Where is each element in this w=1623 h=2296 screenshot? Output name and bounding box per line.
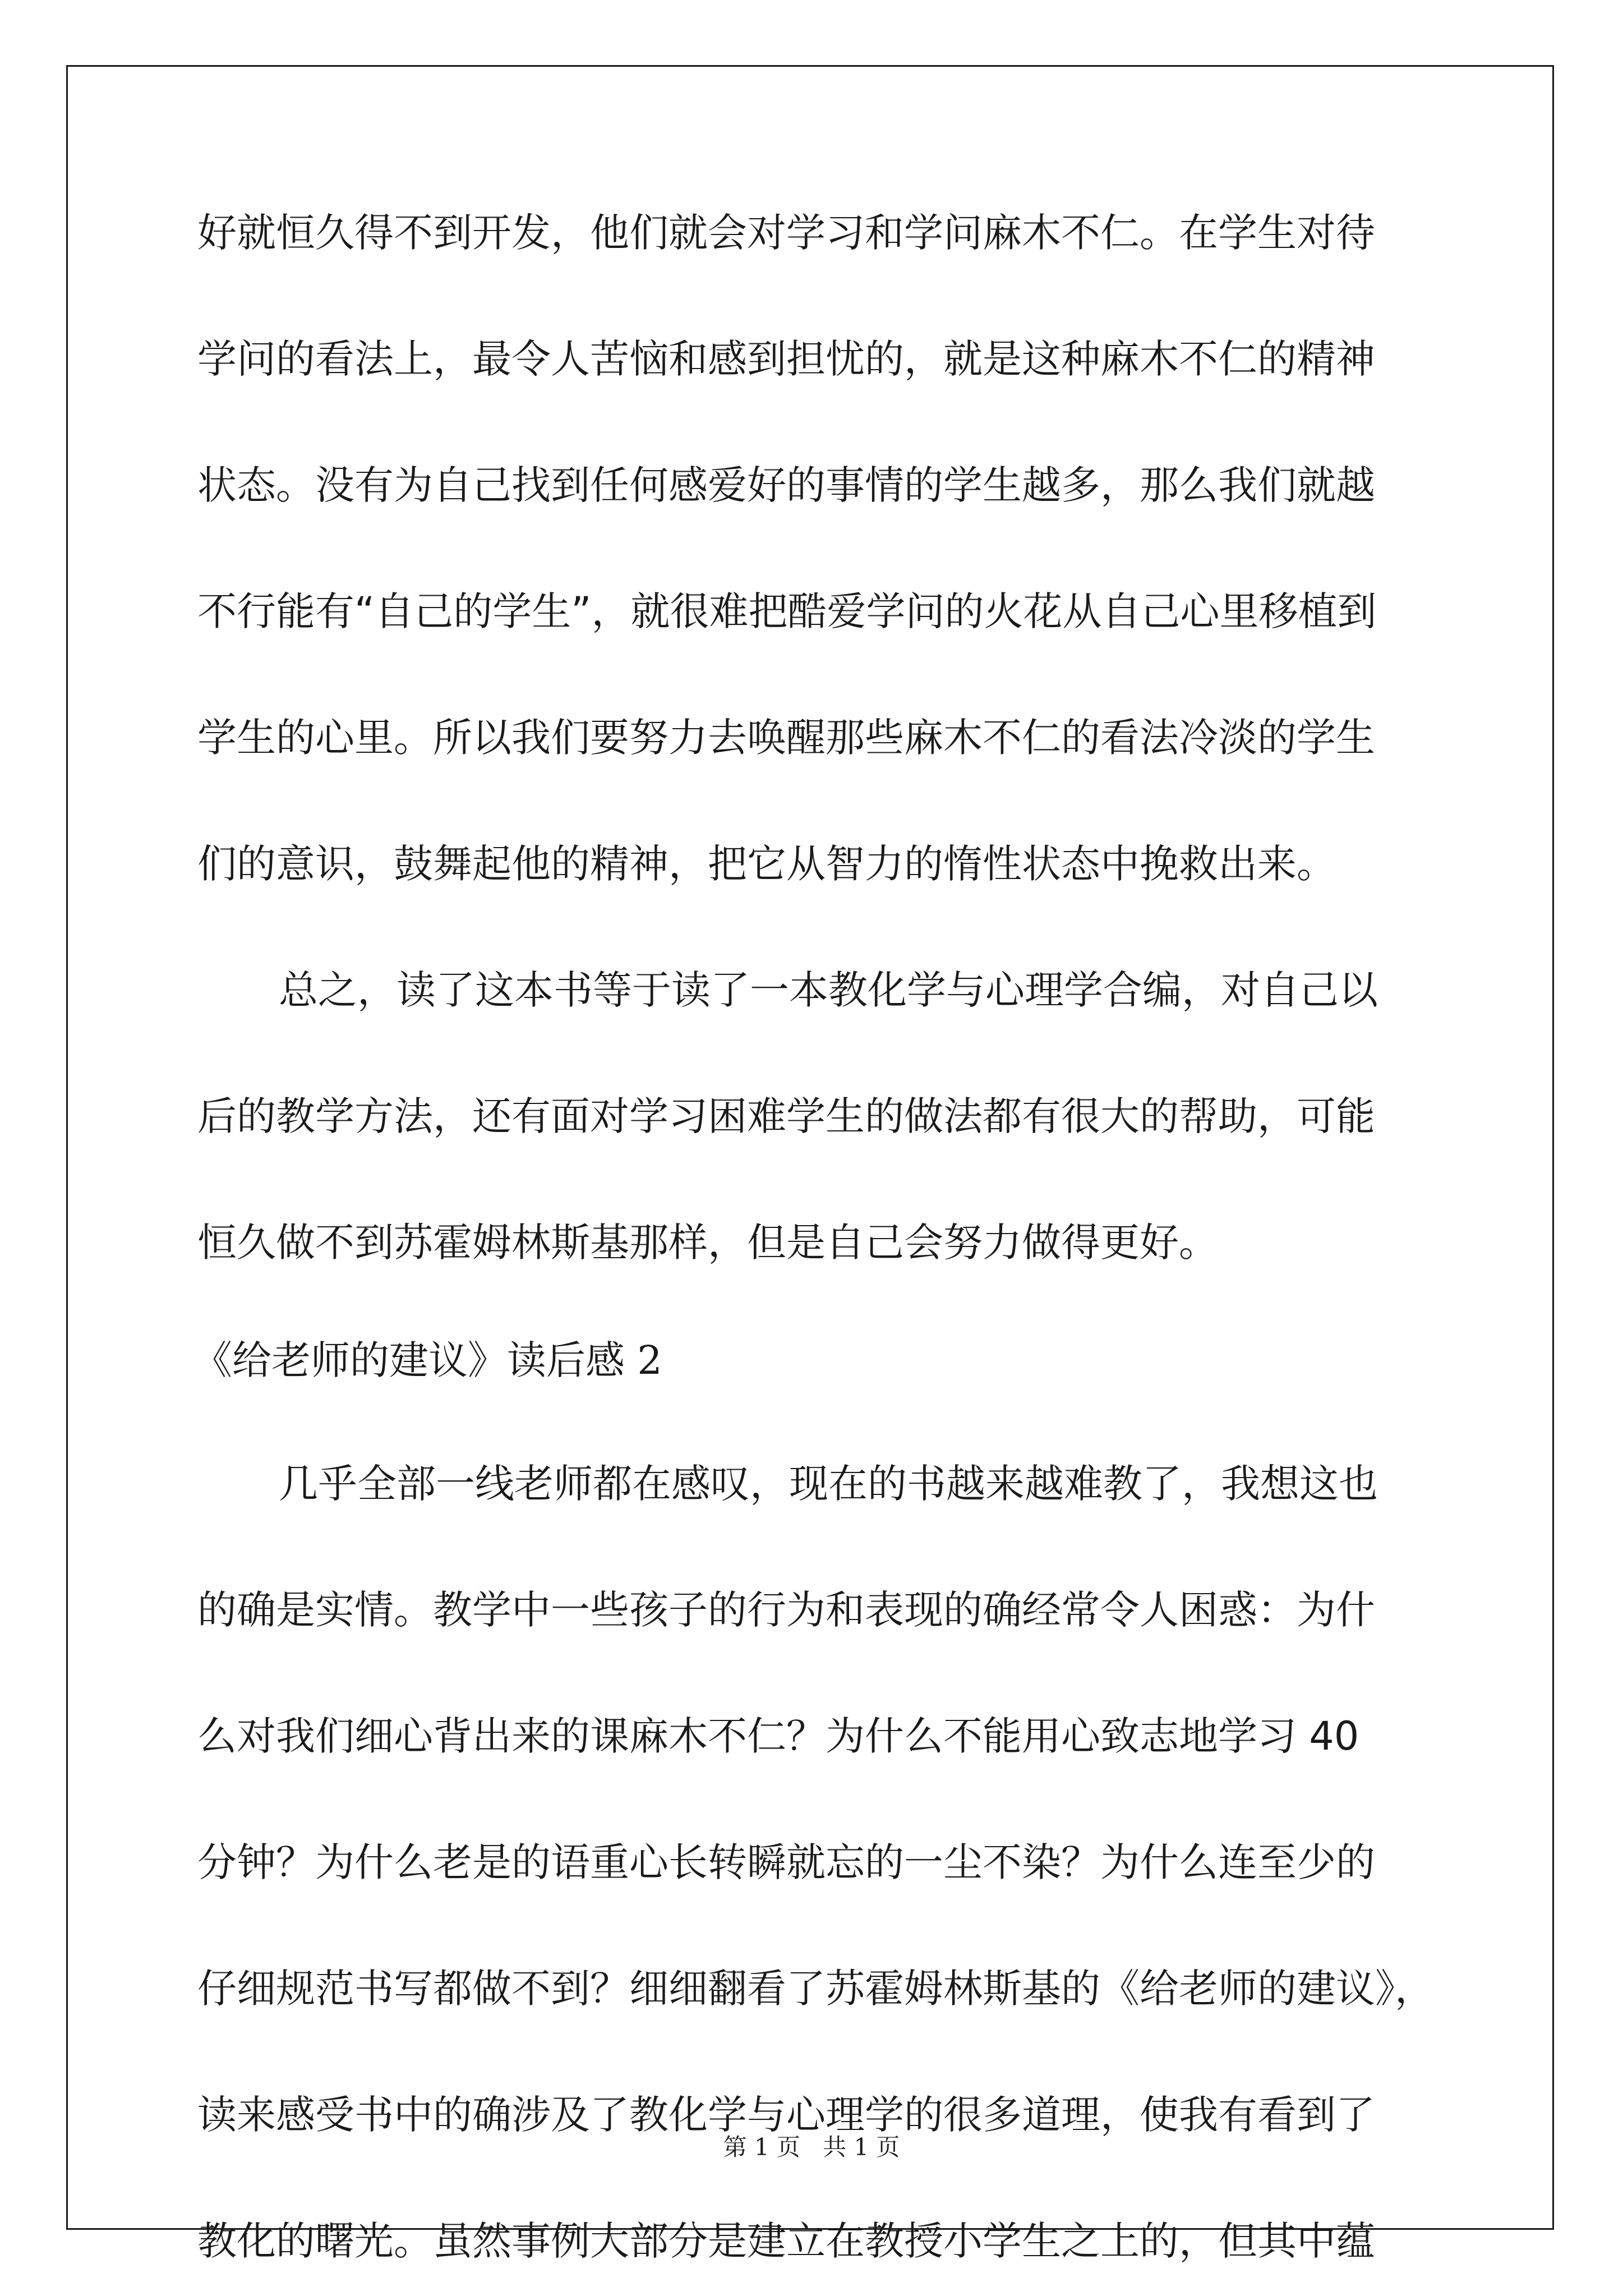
text-line: 读来感受书中的确涉及了教化学与心理学的很多道理，使我有看到了 — [197, 2092, 1375, 2138]
text-line: 状态。没有为自己找到任何感爱好的事情的学生越多，那么我们就越 — [197, 462, 1375, 508]
text-line: 们的意识，鼓舞起他的精神，把它从智力的惰性状态中挽救出来。 — [197, 841, 1336, 887]
page-total: 共 1 页 — [823, 2133, 900, 2161]
text-line: 学问的看法上，最令人苦恼和感到担忧的，就是这种麻木不仁的精神 — [197, 336, 1375, 382]
page-border — [66, 65, 1554, 2230]
text-line: 分钟？为什么老是的语重心长转瞬就忘的一尘不染？为什么连至少的 — [197, 1839, 1375, 1885]
page-footer — [0, 2129, 1623, 2162]
text-line: 不行能有“自己的学生”，就很难把酷爱学问的火花从自己心里移植到 — [197, 588, 1377, 634]
text-line: 的确是实情。教学中一些孩子的行为和表现的确经常令人困惑：为什 — [197, 1587, 1375, 1633]
text-line: 总之，读了这本书等于读了一本教化学与心理学合编，对自己以 — [279, 967, 1378, 1013]
text-line: 后的教学方法，还有面对学习困难学生的做法都有很大的帮助，可能 — [197, 1093, 1375, 1139]
text-line: 仔细规范书写都做不到？细细翻看了苏霍姆林斯基的《给老师的建议》， — [197, 1966, 1434, 2012]
text-line: 几乎全部一线老师都在感叹，现在的书越来越难教了，我想这也 — [279, 1461, 1378, 1507]
page-number: 第 1 页 — [723, 2133, 800, 2161]
text-line: 恒久做不到苏霍姆林斯基那样，但是自己会努力做得更好。 — [197, 1220, 1218, 1266]
text-line: 么对我们细心背出来的课麻木不仁？为什么不能用心致志地学习 40 — [197, 1713, 1359, 1759]
section-heading: 《给老师的建议》读后感 2 — [193, 1337, 662, 1383]
text-line: 教化的曙光。虽然事例大部分是建立在教授小学生之上的，但其中蕴 — [197, 2218, 1375, 2264]
text-line: 好就恒久得不到开发，他们就会对学习和学问麻木不仁。在学生对待 — [197, 210, 1375, 256]
text-line: 学生的心里。所以我们要努力去唤醒那些麻木不仁的看法冷淡的学生 — [197, 715, 1375, 761]
